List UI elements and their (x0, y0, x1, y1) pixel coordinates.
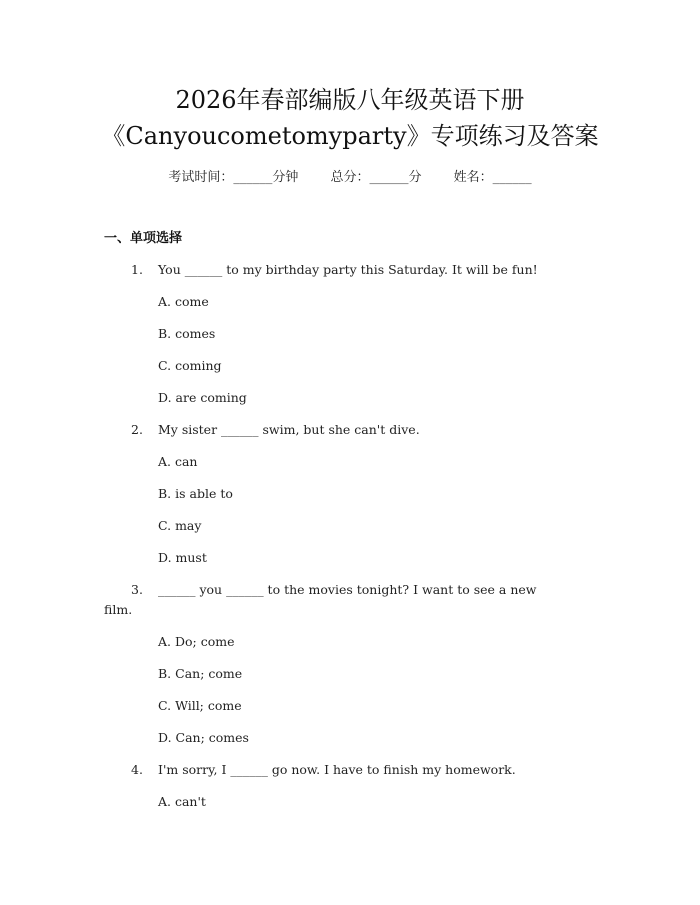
option-item: A. come (158, 294, 209, 309)
option-item: B. comes (158, 326, 216, 341)
exam-time-label: 考试时间：______分钟 (168, 170, 299, 185)
option-item: A. Do; come (158, 634, 235, 649)
section-heading: 一、单项选择 (104, 231, 183, 246)
option-item: D. are coming (158, 390, 247, 405)
option-item: C. coming (158, 358, 222, 373)
question-text: You ______ to my birthday party this Saturday. It will be fun! (158, 262, 538, 277)
question-text: I'm sorry, I ______ go now. I have to finish my homework. (158, 762, 516, 777)
option-item: D. must (158, 550, 207, 565)
question-number: 3. (131, 582, 143, 597)
exam-meta (0, 168, 700, 188)
question-number: 4. (131, 762, 143, 777)
exam-name-label: 姓名：______ (453, 170, 532, 185)
question-text: My sister ______ swim, but she can't dive. (158, 422, 420, 437)
question-number: 2. (131, 422, 143, 437)
exam-score-label: 总分：______分 (330, 170, 422, 185)
document-title-line2: 《Canyoucometomyparty》专项练习及答案 (101, 122, 599, 150)
option-item: A. can (158, 454, 198, 469)
option-item: C. Will; come (158, 698, 242, 713)
question-number: 1. (131, 262, 143, 277)
option-item: C. may (158, 518, 202, 533)
option-item: B. is able to (158, 486, 233, 501)
option-item: B. Can; come (158, 666, 243, 681)
question-text-continued: film. (104, 602, 133, 617)
question-text: ______ you ______ to the movies tonight? I want to see a new (158, 582, 537, 597)
option-item: D. Can; comes (158, 730, 249, 745)
document-title-line1: 2026年春部编版八年级英语下册 (175, 86, 525, 114)
option-item: A. can't (158, 794, 206, 809)
